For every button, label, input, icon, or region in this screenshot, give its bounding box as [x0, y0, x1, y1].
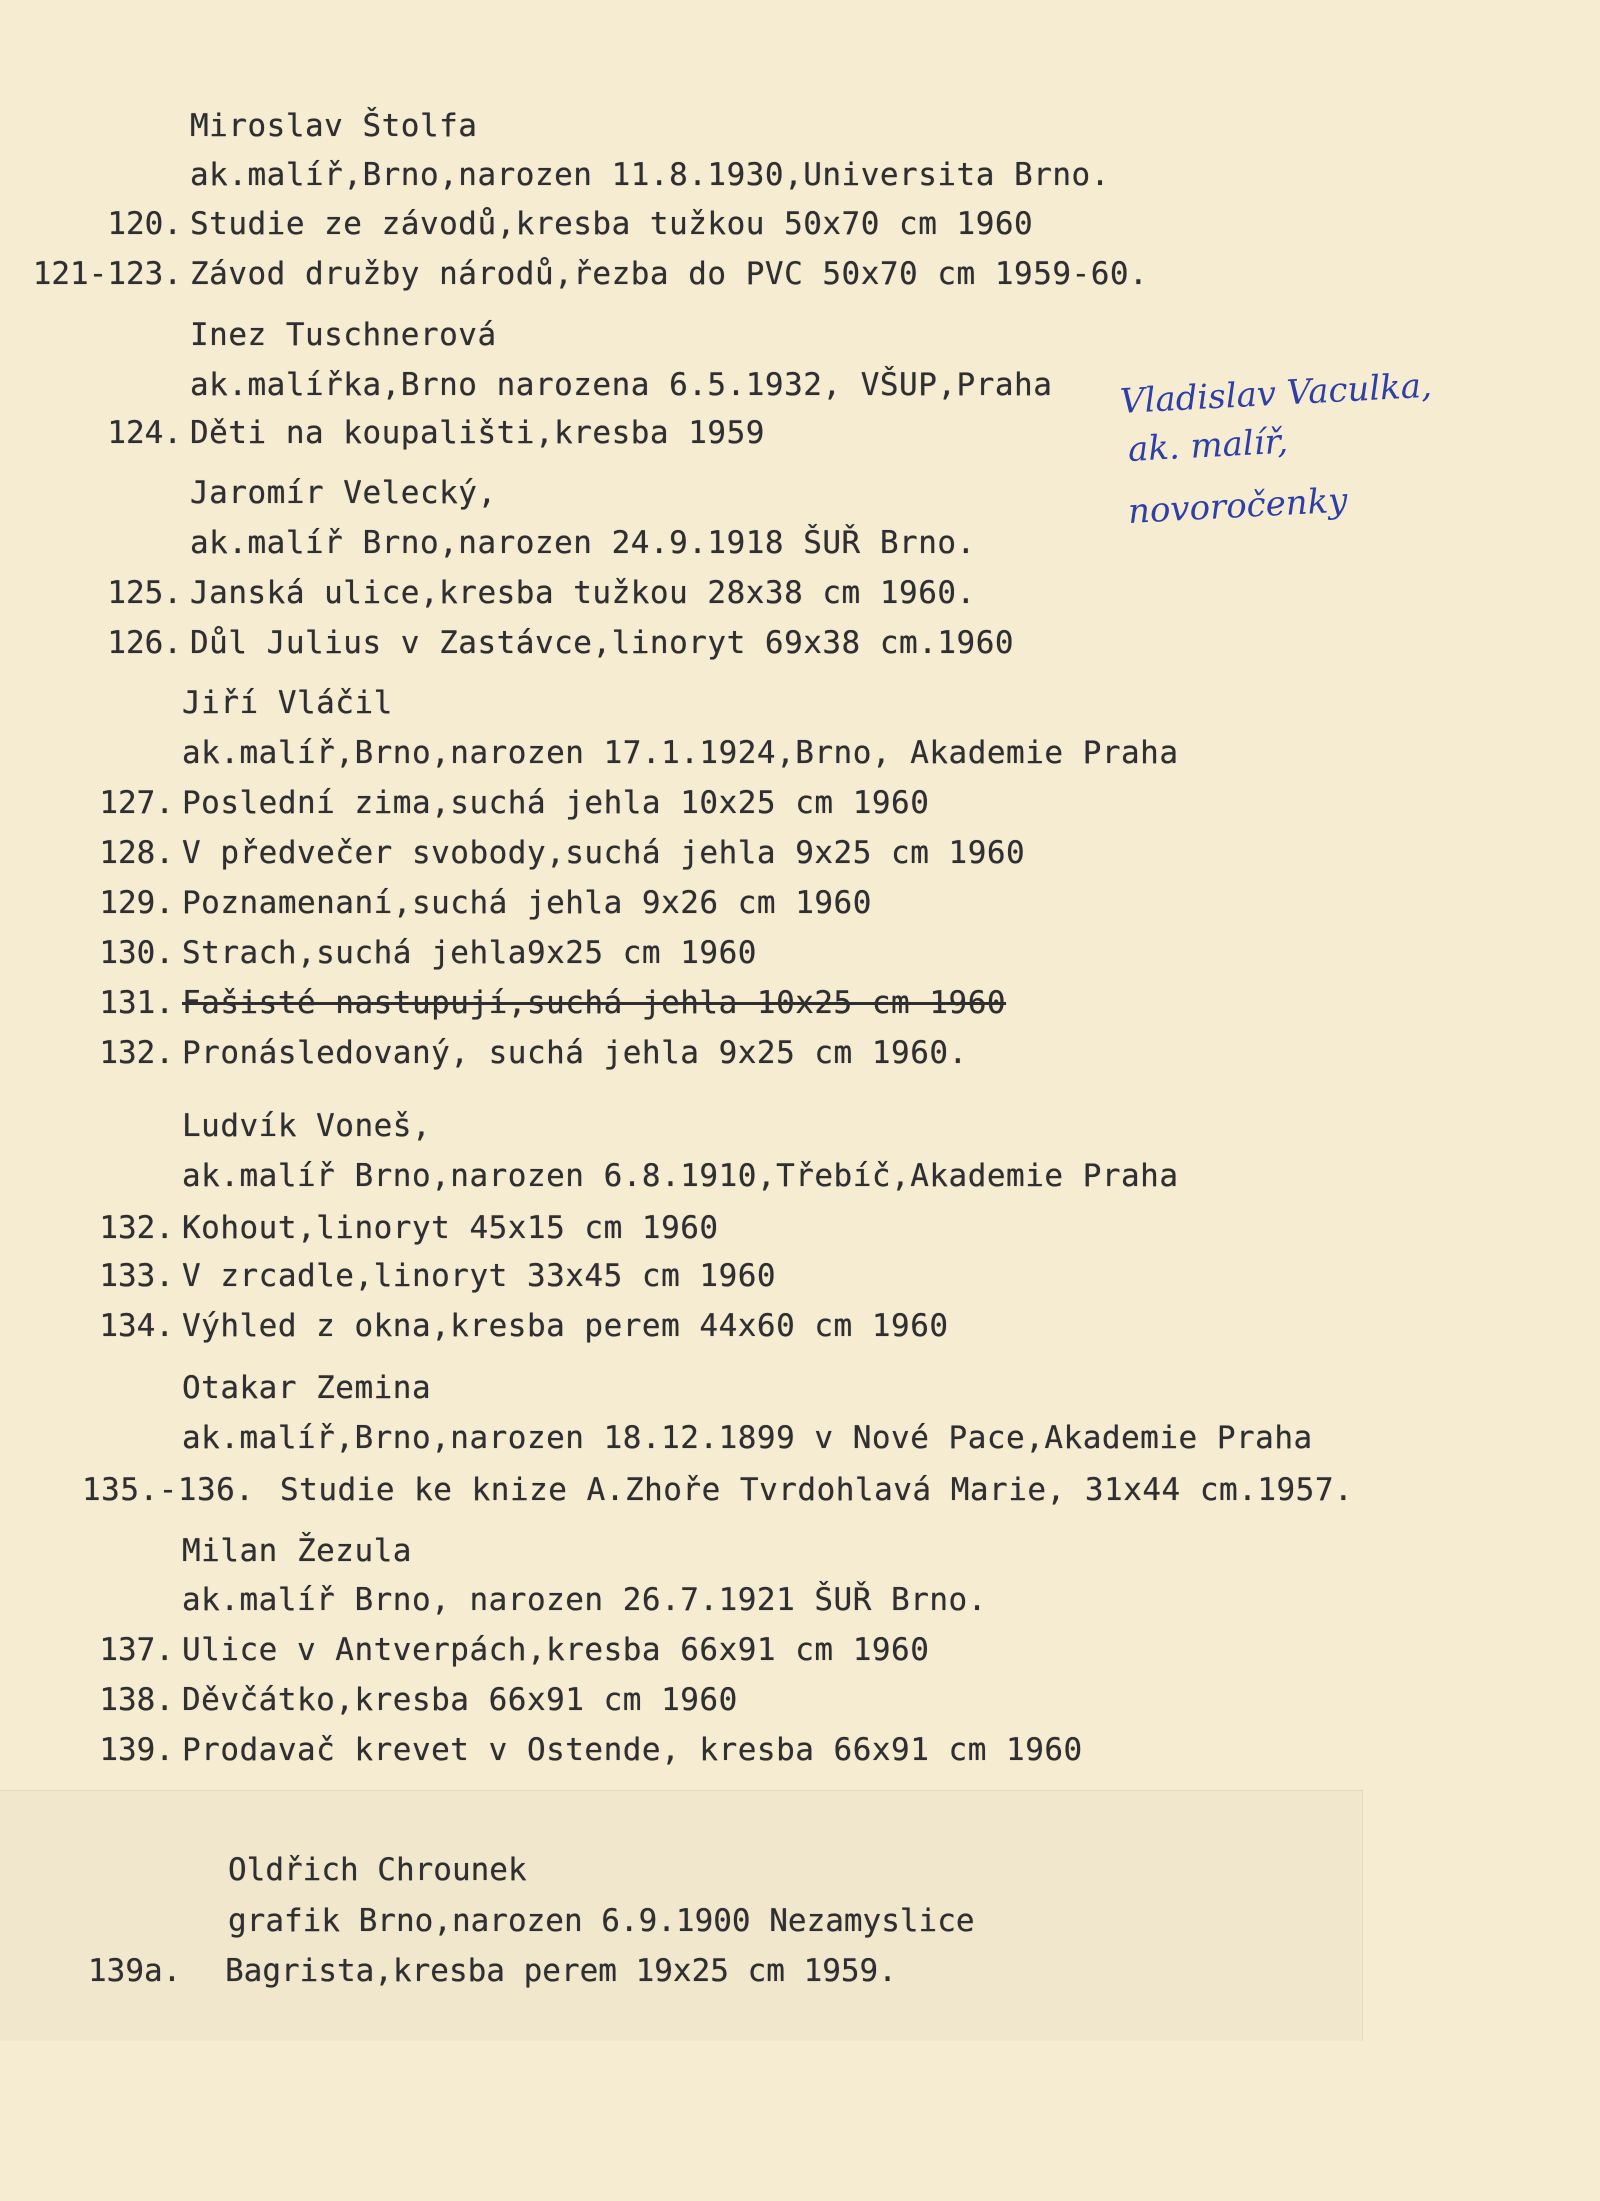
pasted-work-number: 139a.: [88, 1953, 182, 1989]
pasted-artist-bio: grafik Brno,narozen 6.9.1900 Nezamyslice: [228, 1903, 975, 1939]
work-description: Studie ke knize A.Zhoře Tvrdohlavá Marie, 31x44 cm.1957.: [280, 1472, 1354, 1508]
artist-name: Ludvík Voneš,: [182, 1108, 432, 1144]
work-description: Studie ze závodů,kresba tužkou 50x70 cm 1960: [190, 206, 1034, 242]
struck-work-description: Fašisté nastupují,suchá jehla 10x25 cm 1960: [182, 985, 1007, 1021]
artist-bio: ak.malíř,Brno,narozen 17.1.1924,Brno, Akademie Praha: [182, 735, 1179, 771]
artist-name: Milan Žezula: [182, 1533, 412, 1569]
work-description: Závod družby národů,řezba do PVC 50x70 cm 1959-60.: [190, 256, 1149, 292]
work-description: V zrcadle,linoryt 33x45 cm 1960: [182, 1258, 777, 1294]
work-description: Děti na koupališti,kresba 1959: [190, 415, 765, 451]
work-description: Poslední zima,suchá jehla 10x25 cm 1960: [182, 785, 930, 821]
work-description: Strach,suchá jehla9x25 cm 1960: [182, 935, 757, 971]
pasted-work-description: Bagrista,kresba perem 19x25 cm 1959.: [225, 1953, 897, 1989]
work-description: Kohout,linoryt 45x15 cm 1960: [182, 1210, 719, 1246]
artist-name: Miroslav Štolfa: [190, 108, 478, 144]
work-number: 132.: [99, 1035, 174, 1071]
artist-bio: ak.malířka,Brno narozena 6.5.1932, VŠUP,Praha: [190, 367, 1053, 403]
artist-bio: ak.malíř,Brno,narozen 18.12.1899 v Nové Pace,Akademie Praha: [182, 1420, 1313, 1456]
work-description: Důl Julius v Zastávce,linoryt 69x38 cm.1960: [190, 625, 1015, 661]
work-description: Pronásledovaný, suchá jehla 9x25 cm 1960.: [182, 1035, 968, 1071]
work-number: 130.: [99, 935, 174, 971]
work-number: 125.: [107, 575, 182, 611]
work-number: 138.: [99, 1682, 174, 1718]
work-number: 133.: [99, 1258, 174, 1294]
work-description: Janská ulice,kresba tužkou 28x38 cm 1960.: [190, 575, 976, 611]
artist-bio: ak.malíř Brno,narozen 24.9.1918 ŠUŘ Brno.: [190, 525, 976, 561]
work-number: 134.: [99, 1308, 174, 1344]
pasted-artist-name: Oldřich Chrounek: [228, 1852, 527, 1888]
artist-bio: ak.malíř Brno, narozen 26.7.1921 ŠUŘ Brno.: [182, 1582, 987, 1618]
work-number: 128.: [99, 835, 174, 871]
work-number: 126.: [107, 625, 182, 661]
work-number: 137.: [99, 1632, 174, 1668]
artist-name: Jaromír Velecký,: [190, 475, 497, 511]
handwritten-note-line-3: novoročenky: [1126, 480, 1349, 532]
work-number: 132.: [99, 1210, 174, 1246]
work-number: 124.: [107, 415, 182, 451]
work-description: Výhled z okna,kresba perem 44x60 cm 1960: [182, 1308, 949, 1344]
handwritten-note-line-1: Vladislav Vaculka,: [1118, 365, 1433, 422]
work-number: 139.: [99, 1732, 174, 1768]
work-number: 121-123.: [32, 256, 182, 292]
work-description: Děvčátko,kresba 66x91 cm 1960: [182, 1682, 738, 1718]
artist-name: Otakar Zemina: [182, 1370, 432, 1406]
handwritten-note-line-2: ak. malíř,: [1126, 421, 1289, 470]
work-description: Poznamenaní,suchá jehla 9x26 cm 1960: [182, 885, 872, 921]
artist-name: Jiří Vláčil: [182, 685, 393, 721]
work-description: V předvečer svobody,suchá jehla 9x25 cm 1960: [182, 835, 1026, 871]
artist-bio: ak.malíř Brno,narozen 6.8.1910,Třebíč,Akademie Praha: [182, 1158, 1179, 1194]
work-number: 127.: [99, 785, 174, 821]
work-number: 135.-136.: [82, 1472, 255, 1508]
work-number: 129.: [99, 885, 174, 921]
work-number: 131.: [99, 985, 174, 1021]
work-description: Ulice v Antverpách,kresba 66x91 cm 1960: [182, 1632, 930, 1668]
artist-bio: ak.malíř,Brno,narozen 11.8.1930,Universita Brno.: [190, 157, 1110, 193]
work-description: Prodavač krevet v Ostende, kresba 66x91 cm 1960: [182, 1732, 1083, 1768]
artist-name: Inez Tuschnerová: [190, 317, 497, 353]
work-number: 120.: [107, 206, 182, 242]
